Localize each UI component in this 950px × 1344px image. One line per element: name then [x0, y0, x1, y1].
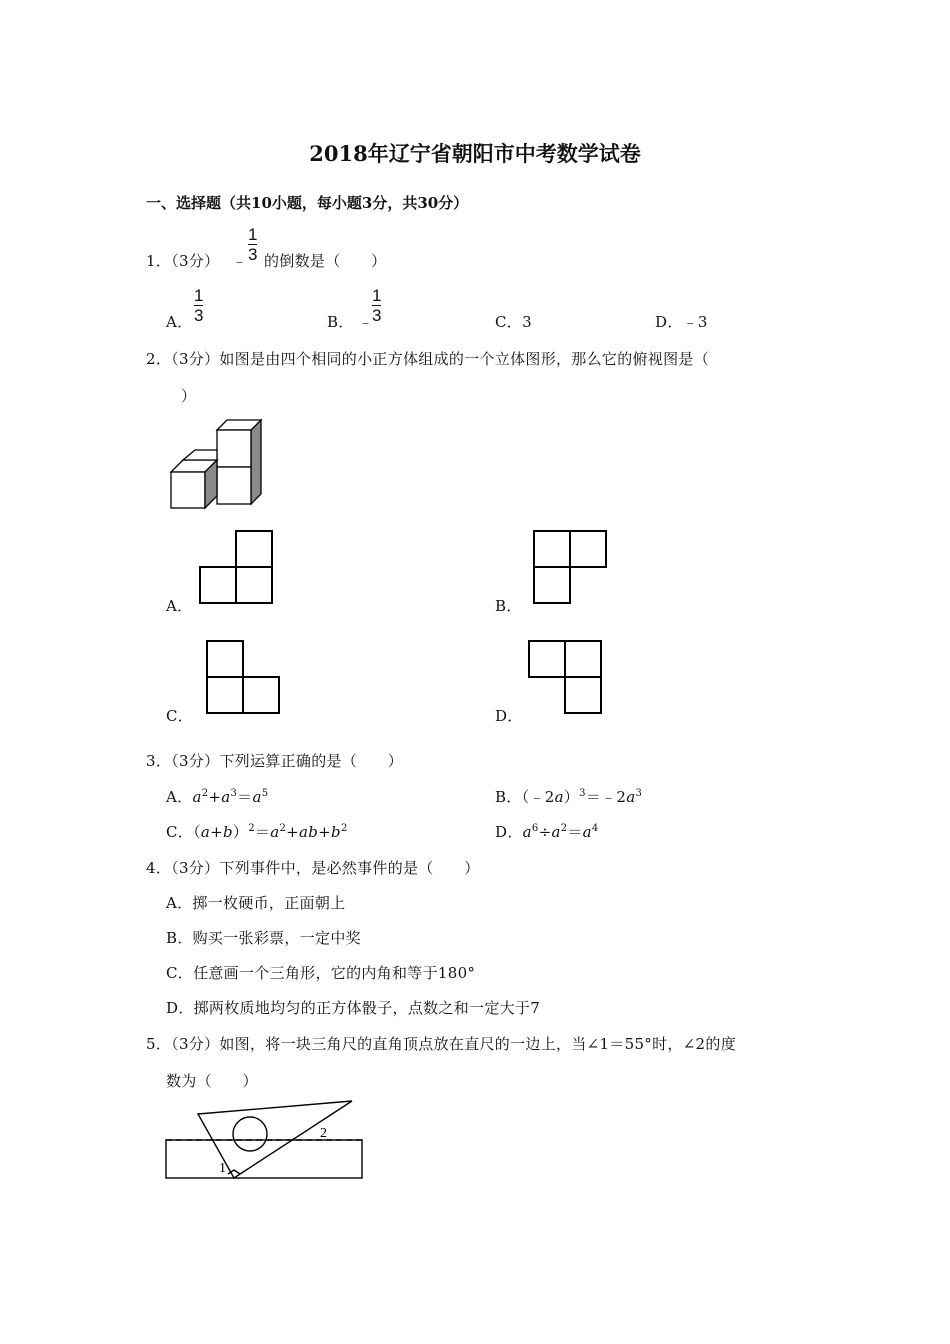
option-d-figure	[528, 640, 608, 720]
question-number: 1．（3分）	[146, 252, 220, 270]
question-stem-cont: 数为（ ）	[166, 1072, 258, 1090]
option-c-figure	[206, 640, 286, 720]
option-d: D．﹣3	[655, 313, 708, 331]
option-d-label: D．	[495, 707, 523, 725]
option-c: C．$(a+b)^2=a^2+ab+b^2$	[166, 823, 348, 841]
option-d: D．掷两枚质地均匀的正方体骰子，点数之和一定大于7	[166, 999, 541, 1017]
option-a-label: A．	[166, 597, 193, 615]
cube-figure	[165, 416, 275, 516]
question-stem: 5．（3分）如图，将一块三角尺的直角顶点放在直尺的一边上，当∠1＝55°时，∠2的度	[146, 1035, 737, 1053]
page-title: 2018年辽宁省朝阳市中考数学试卷	[309, 141, 641, 166]
section-header: 一、选择题（共10小题，每小题3分，共30分）	[146, 194, 469, 212]
question-stem-cont: ）	[181, 387, 197, 405]
option-b: B．$(﹣2a)^3=﹣2a^3$	[495, 788, 643, 806]
option-c: C．任意画一个三角形，它的内角和等于180°	[166, 964, 476, 982]
option-a-figure	[199, 530, 279, 610]
triangle-ruler-figure	[164, 1098, 364, 1184]
question-stem: 4．（3分）下列事件中，是必然事件的是（ ）	[146, 859, 480, 877]
angle-2-label: 2	[320, 1126, 327, 1141]
option-a-label: A．	[166, 313, 193, 331]
option-b-label: B．	[327, 313, 354, 331]
minus-sign: ﹣	[232, 252, 248, 270]
angle-1-label: 1	[219, 1161, 226, 1176]
option-d: D．$a^6\div a^2=a^4$	[495, 823, 599, 841]
option-c: C．3	[495, 313, 532, 331]
question-stem: 的倒数是（ ）	[264, 252, 387, 270]
option-c-label: C．	[166, 707, 194, 725]
option-b-fraction: 1 3	[372, 286, 382, 326]
option-a: A．$a^2+a^3=a^5$	[166, 788, 269, 806]
minus-sign: ﹣	[358, 313, 374, 331]
option-b: B．购买一张彩票，一定中奖	[166, 929, 361, 947]
question-stem: 3．（3分）下列运算正确的是（ ）	[146, 752, 403, 770]
fraction-one-third: 1 3	[248, 225, 258, 265]
option-b-figure	[533, 530, 613, 610]
question-stem: 2．（3分）如图是由四个相同的小正方体组成的一个立体图形，那么它的俯视图是（	[146, 350, 709, 368]
option-a-fraction: 1 3	[194, 286, 204, 326]
option-a: A．掷一枚硬币，正面朝上	[166, 894, 346, 912]
option-b-label: B．	[495, 597, 522, 615]
